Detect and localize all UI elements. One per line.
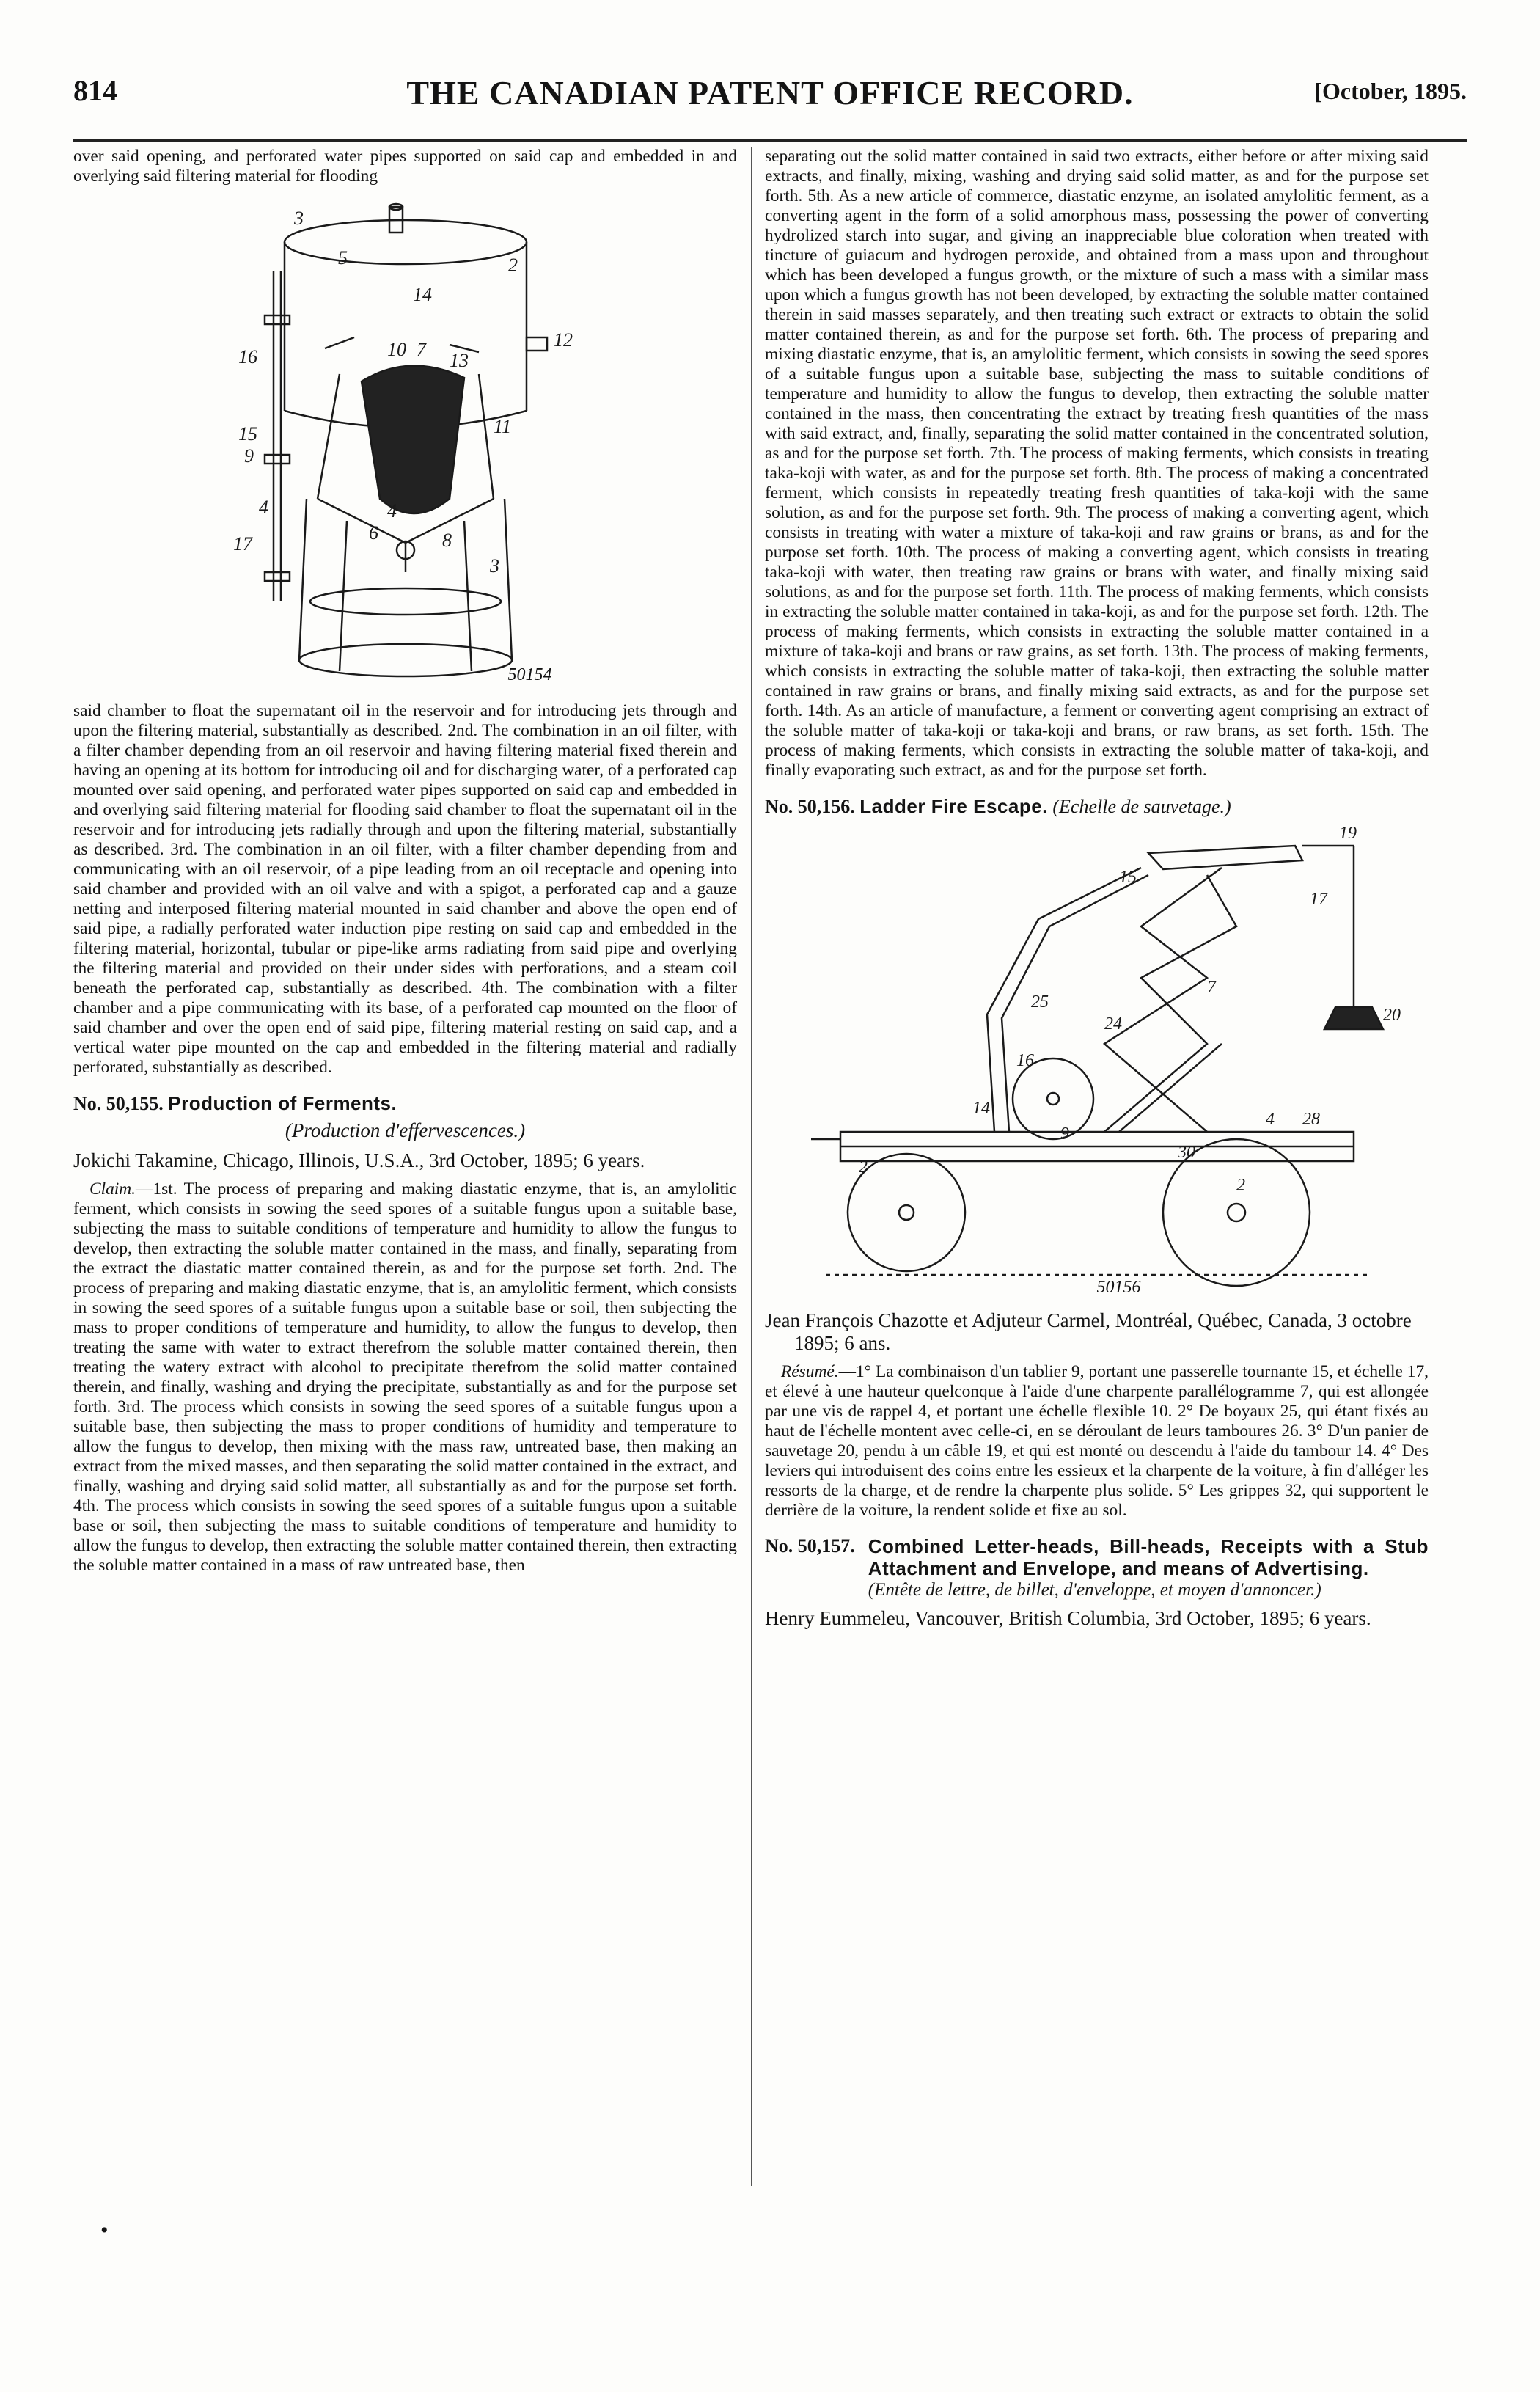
fig1-label: 10: [386, 339, 406, 360]
fig2-label: 20: [1382, 1006, 1401, 1025]
claim-paragraph: [73, 1179, 737, 1576]
fig2-label: 2: [858, 1157, 868, 1177]
fig1-caption: 50154: [507, 665, 552, 684]
claim-text: —1st. The process of preparing and making diastatic enzyme, that is, an amylolitic ferment, which consists in sowing the seed spores of a suitable fungus upon a suitable base, subjecting the mass to suitable conditions of temperature and humidity to allow the fungus to develop, then extracting the soluble matter contained in the mass, and finally, separating from the extract the diastatic matter contained therein, as and for the purpose set forth. 2nd. The process of preparing and making diastatic enzyme, that is, an amylolitic ferment, which consists in sowing the seed spores of a suitable fungus upon a suitable base or soil, then subjecting the mass to proper conditions of temperature and humidity, to allow the fungus to develop, then treating the same with water to extract therefrom the soluble matter contained therein, then treating the watery extract with alcohol to precipitate therefrom the solid matter contained therein, and finally, washing and drying the precipitate, substantially as and for the purpose set forth. 3rd. The process which consists in sowing the seed spores of a suitable fungus upon a suitable base, then subjecting the mass to proper conditions of humidity and temperature to allow the fungus to develop, then mixing with the mass raw, untreated base, then making an extract from the mixed masses, and then separating the solid matter contained in the extract, and finally, washing and drying said solid matter, all substantially as and for the purpose set forth. 4th. The process which consists in sowing the seed spores of a suitable fungus upon a suitable base or soil, then subjecting the mass to suitable conditions of temperature and humidity to allow the fungus to develop, then extracting the soluble matter contained therein, then extracting the soluble matter contained in a mass of raw untreated base, then: [73, 1179, 737, 1575]
page-title: THE CANADIAN PATENT OFFICE RECORD.: [406, 74, 1134, 111]
issue-date: [October, 1895.: [1314, 78, 1467, 104]
patent-number: No. 50,157.: [765, 1535, 855, 1557]
resume-text: —1° La combinaison d'un tablier 9, portant une passerelle tournante 15, et échelle 17, et élevé à une hauteur quelconque à l'aide d'une charpente parallélogramme 7, qui est allongée par une vis de rappel 4, et portant une échelle flexible 10. 2° De boyaux 25, qui étant fixés au haut de l'échelle montent avec celle-ci, en se déroulant de leurs tamboures 26. 3° D'un panier de sauvetage 20, pendu à un câble 19, et qui est monté ou descendu à l'aide du tambour 14. 4° Des leviers qui introduisent des coins entre les essieux et la charpente de la voiture, à fin d'alléger les ressorts de la charge, et de rendre la charpente plus solide. 5° Les grippes 32, qui supportent le derrière de la voiture, la rendent solide et fixe au sol.: [765, 1362, 1429, 1520]
patent-title-translation: (Echelle de sauvetage.): [1052, 796, 1231, 817]
fig2-label: 28: [1302, 1110, 1320, 1129]
fire-escape-figure: [796, 824, 1401, 1297]
patent-heading-50155: [73, 1092, 737, 1115]
fig2-label: 19: [1338, 824, 1357, 843]
fig2-label: 9: [1060, 1124, 1069, 1144]
oil-filter-drawing: [230, 191, 582, 682]
fig1-label: 11: [493, 416, 511, 437]
fig2-label: 17: [1309, 890, 1327, 909]
resume-paragraph: [765, 1362, 1429, 1521]
resume-label: Résumé.: [781, 1362, 839, 1381]
patent-heading-50157: [765, 1535, 1429, 1601]
fig2-label: 25: [1030, 992, 1049, 1012]
patent-applicant: Henry Eummeleu, Vancouver, British Columbia, 3rd October, 1895; 6 years.: [765, 1607, 1371, 1629]
fire-escape-drawing: [796, 824, 1401, 1293]
continued-claim-text: separating out the solid matter contained in said two extracts, either before or after mixing said extracts, and finally, mixing, washing and drying said solid matter, as and for the purpose set forth. 5th. As a new article of commerce, diastatic enzyme, an isolated amylolitic ferment, as a converting agent in the form of a solid amorphous mass, possessing the power of converting hydrolized starch into sugar, and giving an inappreciable blue coloration when treated with tincture of guiacum and hydrogen peroxide, and obtained from a mass upon and throughout which has been developed a fungus growth, or the mixture of such a mass with a similar mass upon which a fungus growth has not been developed, by extracting the soluble matter contained therein in said masses separately, and then treating such extract or extracts to obtain the solid matter contained therein, as and for the purpose set forth. 6th. The process of preparing and mixing diastatic enzyme, that is, an amylolitic ferment, which consists in sowing the seed spores of a suitable fungus upon a suitable base, subjecting the mass to suitable conditions of temperature and humidity to allow the fungus to develop, then extracting the soluble matter contained in the mass, then concentrating the extract by treating fresh quantities of the mass with said extract, and, finally, separating the solid matter contained in the concentrated solution, as and for the purpose set forth. 7th. The process of making ferments, which consists in treating taka-koji with water, as and for the purpose set forth. 8th. The process of making a concentrated ferment, which consists in repeatedly treating fresh quantities of taka-koji with the same solution, as and for the purpose set forth. 9th. The process of making a converting agent, which consists in treating with water a mixture of taka-koji and raw grains or brans, as and for the purpose set forth. 10th. The process of making a converting agent, which consists in treating taka-koji with water, then treating raw grains or brans with water, and finally mixing said solutions, as and for the purpose set forth. 11th. The process of making ferments, which consists in extracting the soluble matter contained in taka-koji, as and for the purpose set forth. 12th. The process of making ferments, which consists in extracting the soluble matter contained in a mixture of taka-koji and brans or raw grains, as set forth. 13th. The process of making ferments, which consists in extracting the soluble matter of taka-koji, then extracting the soluble matter contained in raw grains or brans, and finally mixing said extracts, as and for the purpose set forth. 14th. As an article of manufacture, a ferment or converting agent comprising an extract of the soluble matter of taka-koji or taka-koji and brans, or raw brans, as set forth. 15th. The process of making ferments, which consists in extracting the soluble matter of taka-koji, and finally evaporating such extract, as and for the purpose set forth.: [765, 147, 1429, 780]
fig2-label: 15: [1118, 868, 1137, 887]
fig1-label: 13: [449, 350, 469, 371]
fig1-label: 4: [386, 500, 397, 522]
patent-title: Combined Letter-heads, Bill-heads, Receipts with a Stub Attachment and Envelope, and means of Advertising.: [868, 1535, 1429, 1579]
fig1-label: 3: [489, 555, 499, 577]
fig2-label: 2: [1236, 1176, 1245, 1195]
stray-mark: •: [100, 2218, 109, 2242]
fig1-label: 17: [232, 533, 252, 555]
fig1-label: 2: [507, 255, 518, 276]
patent-title-translation: (Production d'effervescences.): [285, 1119, 526, 1141]
patent-title-translation: (Entête de lettre, de billet, d'enveloppe, et moyen d'annoncer.): [868, 1580, 1321, 1600]
left-column: [73, 147, 737, 2201]
continued-claim-text: over said opening, and perforated water pipes supported on said cap and embedded in and overlying said filtering material for flooding: [73, 147, 737, 186]
fig1-label: 5: [337, 247, 348, 268]
fig1-label: 16: [238, 346, 257, 367]
fig1-label: 12: [553, 329, 573, 351]
fig1-label: 9: [243, 445, 254, 467]
fig2-label: 16: [1016, 1051, 1034, 1070]
patent-title: Ladder Fire Escape.: [859, 795, 1048, 817]
fig1-label: 8: [441, 530, 452, 551]
patent-applicant: Jokichi Takamine, Chicago, Illinois, U.S.A., 3rd October, 1895; 6 years.: [73, 1149, 645, 1171]
fig1-label: 15: [238, 423, 257, 445]
claim-text: said chamber to float the supernatant oil in the reservoir and for introducing jets through and upon the filtering material, substantially as described. 2nd. The combination in an oil filter, with a filter chamber depending from an oil reservoir and having filtering material fixed therein and having an opening at its bottom for introducing oil and for discharging water, of a perforated cap mounted over said opening, and perforated water pipes supported on said cap and embedded in and overlying said filtering material for flooding said chamber to float the supernatant oil in the reservoir and for introducing jets radially through and upon the filtering material, substantially as described. 3rd. The combination in an oil filter, with a filter chamber depending from and communicating with an oil reservoir, of a pipe leading from an oil receptacle and opening into said chamber and provided with an oil valve and with a spigot, a perforated cap and a gauze netting and interposed filtering material mounted in said chamber and above the open end of said pipe, a radially perforated water induction pipe resting on said cap and embedded in the filtering material, horizontal, tubular or pipe-like arms radiating from said pipe and overlying the filtering material and provided on their under sides with perforations, and a steam coil beneath the perforated cap, substantially as described. 4th. The combination with a filter chamber and a pipe communicating with its base, of a perforated cap mounted on the floor of said chamber and over the open end of said pipe, filtering material resting on said cap, and a vertical water pipe mounted on the cap and embedded in the filtering material and radially perforated, substantially as described.: [73, 701, 737, 1077]
fig2-label: 24: [1104, 1014, 1122, 1034]
page-number: 814: [73, 74, 117, 107]
fig1-label: 3: [293, 208, 304, 229]
fig1-label: 7: [416, 339, 426, 360]
patent-number: No. 50,156.: [765, 796, 855, 817]
header-rule: [73, 139, 1467, 142]
fig1-label: 14: [412, 284, 432, 305]
claim-label: Claim.: [89, 1179, 136, 1199]
patent-applicant: Jean François Chazotte et Adjuteur Carmel, Montréal, Québec, Canada, 3 octobre 1895; 6 ans.: [765, 1309, 1412, 1354]
fig2-label: 4: [1265, 1110, 1275, 1129]
fig2-caption: 50156: [1096, 1278, 1141, 1297]
fig2-label: 7: [1206, 978, 1216, 997]
right-column: [765, 147, 1429, 2201]
fig1-label: 4: [258, 497, 268, 518]
fig2-label: 30: [1177, 1143, 1195, 1162]
patent-title: Production of Ferments.: [168, 1092, 397, 1114]
oil-filter-figure: [230, 191, 582, 682]
page-header: [73, 73, 1467, 139]
fig2-label: 14: [972, 1099, 990, 1118]
patent-heading-50156: [765, 795, 1429, 818]
column-divider: [751, 147, 752, 2186]
patent-number: No. 50,155.: [73, 1093, 164, 1114]
fig1-label: 6: [368, 522, 378, 544]
